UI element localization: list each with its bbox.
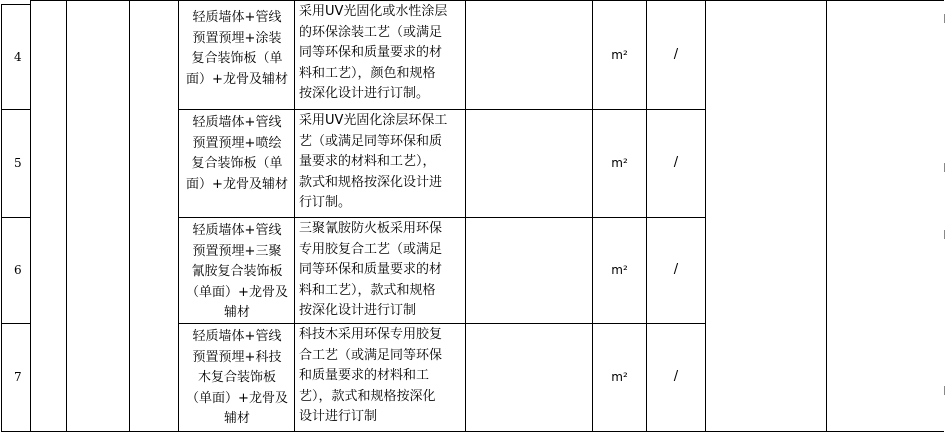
row-rule xyxy=(30,0,944,1)
item-name: 轻质墙体+管线 预置预埋+涂装 复合装饰板（单 面）+龙骨及辅材 xyxy=(186,10,288,87)
unit: m² xyxy=(611,156,628,171)
col-rule xyxy=(129,0,130,432)
edge-mark xyxy=(944,14,945,23)
edge-mark xyxy=(944,386,945,395)
col-rule xyxy=(705,0,706,432)
col-rule xyxy=(465,0,466,432)
item-description: 三聚氰胺防火板采用环保 专用胶复合工艺（或满足 同等环保和质量要求的材 料和工艺），款式和规格 按深化设计进行订制 xyxy=(299,221,443,318)
col-rule xyxy=(30,0,31,432)
row-number: 7 xyxy=(14,370,22,385)
col-rule xyxy=(826,0,827,432)
quantity: / xyxy=(673,46,679,62)
row-number: 5 xyxy=(14,156,22,171)
quantity: / xyxy=(673,369,679,385)
row-rule xyxy=(1,431,944,432)
quantity: / xyxy=(673,262,679,278)
item-description: 采用UV光固化或水性涂层 的环保涂装工艺（或满足 同等环保和质量要求的材 料和工艺），颜色和规格 按深化设计进行订制。 xyxy=(299,4,448,101)
unit: m² xyxy=(611,263,628,278)
item-name: 轻质墙体+管线 预置预埋+喷绘 复合装饰板（单 面）+龙骨及辅材 xyxy=(186,115,288,192)
unit: m² xyxy=(611,370,628,385)
row-number: 4 xyxy=(14,49,22,64)
item-name: 轻质墙体+管线 预置预埋+科技 木复合装饰板 （单面）+龙骨及 辅材 xyxy=(186,329,288,426)
row-number: 6 xyxy=(14,263,22,278)
item-name: 轻质墙体+管线 预置预埋+三聚 氰胺复合装饰板 （单面）+龙骨及 辅材 xyxy=(186,223,288,320)
quantity: / xyxy=(673,155,679,171)
item-description: 采用UV光固化涂层环保工 艺（或满足同等环保和质 量要求的材料和工艺）， 款式和规格按深化设计进 行订制。 xyxy=(299,113,448,210)
col-rule xyxy=(66,0,67,432)
unit: m² xyxy=(611,47,628,62)
edge-mark xyxy=(944,230,945,239)
item-description: 科技木采用环保专用胶复 合工艺（或满足同等环保 和质量要求的材料和工 艺），款式和规格按深化 设计进行订制 xyxy=(299,327,443,424)
edge-mark xyxy=(944,163,945,172)
